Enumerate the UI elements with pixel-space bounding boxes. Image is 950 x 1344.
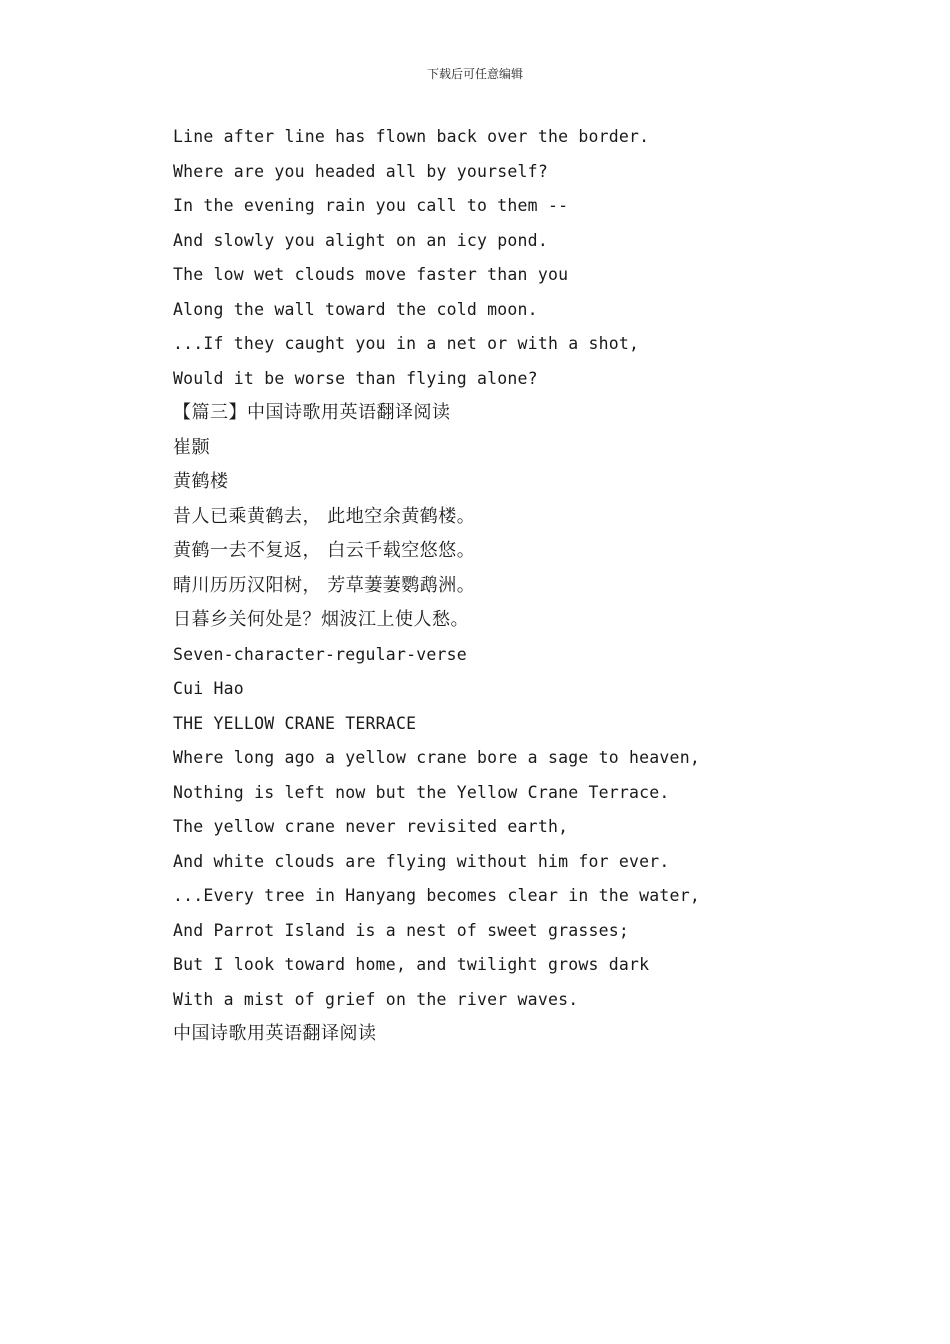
text-line: With a mist of grief on the river waves. — [173, 989, 579, 1009]
text-line: 黄鹤楼 — [173, 471, 229, 492]
text-line: 黄鹤一去不复返， 白云千载空悠悠。 — [173, 540, 476, 561]
text-line: In the evening rain you call to them -- — [173, 196, 569, 215]
text-line: Where are you headed all by yourself? — [173, 161, 548, 181]
text-line: 日暮乡关何处是？烟波江上使人愁。 — [173, 609, 469, 630]
text-line: Would it be worse than flying alone? — [173, 368, 538, 388]
text-line: Seven-character-regular-verse — [173, 644, 467, 664]
text-line: And slowly you alight on an icy pond. — [173, 230, 548, 250]
text-line: Nothing is left now but the Yellow Crane Terrace. — [173, 782, 670, 802]
text-line: 崔颢 — [173, 436, 210, 458]
text-line: ...Every tree in Hanyang becomes clear in the water, — [173, 886, 700, 905]
text-line: And white clouds are flying without him for ever. — [173, 851, 670, 871]
text-line: 【篇三】中国诗歌用英语翻译阅读 — [173, 402, 451, 423]
page-header: 下载后可任意编辑 — [426, 67, 523, 81]
text-line: Line after line has flown back over the border. — [173, 127, 650, 146]
text-line: And Parrot Island is a nest of sweet grasses; — [173, 920, 630, 940]
text-line: 昔人已乘黄鹤去， 此地空余黄鹤楼。 — [173, 505, 476, 527]
text-line: Where long ago a yellow crane bore a sage to heaven, — [173, 748, 700, 767]
text-line: The low wet clouds move faster than you — [173, 265, 569, 284]
text-line: 中国诗歌用英语翻译阅读 — [173, 1023, 377, 1044]
text-line: THE YELLOW CRANE TERRACE — [173, 713, 417, 733]
text-line: Along the wall toward the cold moon. — [173, 299, 538, 319]
document-body — [173, 120, 893, 1052]
text-line: But I look toward home, and twilight grows dark — [173, 955, 650, 974]
text-line: The yellow crane never revisited earth, — [173, 817, 569, 836]
text-line: 晴川历历汉阳树， 芳草萋萋鹦鹉洲。 — [173, 574, 476, 596]
text-line: Cui Hao — [173, 679, 244, 698]
text-line: ...If they caught you in a net or with a shot, — [173, 334, 640, 353]
